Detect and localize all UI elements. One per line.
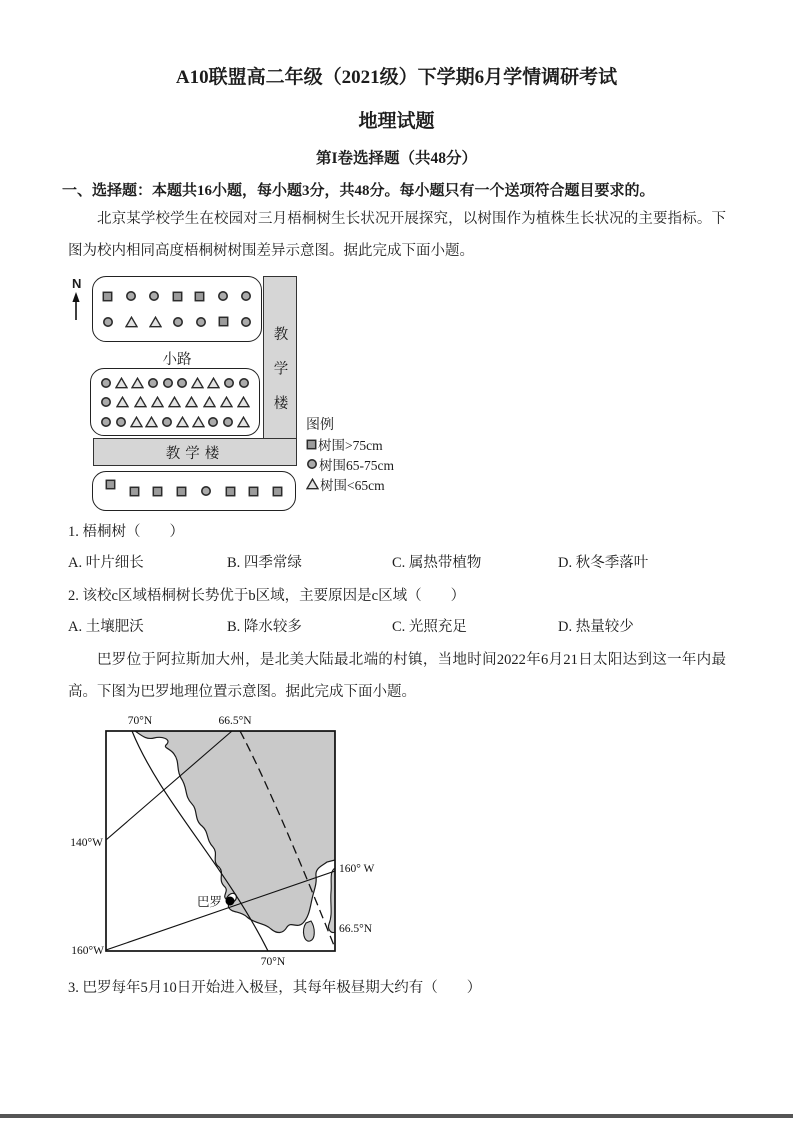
tree-girth-medium-icon bbox=[200, 485, 212, 497]
coast-island bbox=[303, 921, 314, 941]
tree-girth-small-icon bbox=[168, 396, 181, 408]
legend-symbol-slot bbox=[306, 456, 318, 476]
legend-item bbox=[306, 436, 394, 456]
tree-girth-large-icon bbox=[218, 316, 229, 327]
barrow-point-label: 巴罗 bbox=[196, 895, 222, 909]
legend-title: 图例 bbox=[306, 418, 334, 433]
legend-label: 树围65-75cm bbox=[319, 458, 394, 473]
tree-girth-medium-icon bbox=[222, 416, 234, 428]
tree-area-middle bbox=[90, 368, 260, 436]
barrow-location-map bbox=[70, 710, 410, 976]
tree-girth-small-icon bbox=[131, 377, 144, 389]
section-heading: 第I卷选择题（共48分） bbox=[315, 150, 478, 167]
barrow-point bbox=[226, 897, 235, 906]
option-d: D. 秋冬季落叶 bbox=[558, 555, 649, 571]
tree-girth-medium-icon bbox=[100, 416, 112, 428]
tree-girth-medium-icon bbox=[207, 416, 219, 428]
tree-girth-small-icon bbox=[134, 396, 147, 408]
tree-girth-medium-icon bbox=[100, 396, 112, 408]
tree-girth-medium-icon bbox=[100, 377, 112, 389]
tree-girth-medium-icon bbox=[223, 377, 235, 389]
campus-tree-diagram bbox=[68, 274, 488, 522]
tree-girth-large-icon bbox=[306, 439, 317, 450]
tree-girth-medium-icon bbox=[217, 290, 229, 302]
tree-girth-medium-icon bbox=[195, 316, 207, 328]
tree-row bbox=[93, 290, 261, 302]
question-1-options bbox=[68, 552, 728, 574]
map-label-right-66n: 66.5°N bbox=[339, 923, 373, 935]
map-label-left-140w: 140°W bbox=[70, 837, 103, 849]
tree-girth-small-icon bbox=[176, 416, 189, 428]
passage-barrow: 巴罗位于阿拉斯加大州，是北美大陆最北端的村镇，当地时间2022年6月21日太阳达到这一年内最高。下图为巴罗地理位置示意图。据此完成下面小题。 bbox=[68, 652, 726, 700]
legend-symbol-slot bbox=[306, 436, 317, 456]
tree-girth-small-icon bbox=[191, 377, 204, 389]
tree-girth-large-icon bbox=[102, 291, 113, 302]
map-label-top-70n: 70°N bbox=[127, 715, 153, 727]
option-b: B. 降水较多 bbox=[227, 619, 302, 635]
tree-area-north bbox=[92, 276, 262, 342]
tree-row bbox=[91, 377, 259, 389]
north-label: N bbox=[72, 276, 82, 291]
question-2-options bbox=[68, 616, 728, 638]
tree-girth-small-icon bbox=[151, 396, 164, 408]
tree-row bbox=[93, 316, 261, 328]
tree-girth-small-icon bbox=[207, 377, 220, 389]
tree-girth-large-icon bbox=[194, 291, 205, 302]
tree-girth-large-icon bbox=[225, 486, 236, 497]
legend-label: 树围<65cm bbox=[320, 478, 385, 493]
tree-girth-medium-icon bbox=[102, 316, 114, 328]
question-3-text: 3. 巴罗每年5月10日开始进入极昼，其每年极昼期大约有（ ） bbox=[68, 980, 482, 996]
tree-girth-medium-icon bbox=[147, 377, 159, 389]
tree-girth-small-icon bbox=[145, 416, 158, 428]
tree-row bbox=[91, 396, 259, 408]
tree-girth-medium-icon bbox=[306, 458, 318, 470]
tree-girth-medium-icon bbox=[172, 316, 184, 328]
tree-girth-small-icon bbox=[125, 316, 138, 328]
tree-girth-medium-icon bbox=[176, 377, 188, 389]
tree-girth-large-icon bbox=[172, 291, 183, 302]
tree-girth-large-icon bbox=[152, 486, 163, 497]
question-1-text: 1. 梧桐树（ ） bbox=[68, 524, 184, 540]
map-label-top-66n: 66.5°N bbox=[218, 715, 252, 727]
page-title: A10联盟高二年级（2021级）下学期6月学情调研考试 bbox=[175, 67, 618, 88]
tree-girth-small-icon bbox=[237, 416, 250, 428]
tree-girth-medium-icon bbox=[238, 377, 250, 389]
tree-row bbox=[93, 485, 295, 497]
tree-girth-small-icon bbox=[130, 416, 143, 428]
tree-girth-large-icon bbox=[129, 486, 140, 497]
tree-area-south bbox=[92, 471, 296, 511]
tree-girth-small-icon bbox=[116, 396, 129, 408]
tree-girth-small-icon bbox=[115, 377, 128, 389]
tree-girth-medium-icon bbox=[115, 416, 127, 428]
map-label-left-160w: 160°W bbox=[71, 945, 104, 957]
legend-label: 树围>75cm bbox=[318, 438, 383, 453]
tree-girth-large-icon bbox=[176, 486, 187, 497]
tree-girth-small-icon bbox=[203, 396, 216, 408]
legend-symbol-slot bbox=[306, 476, 319, 496]
option-a: A. 土壤肥沃 bbox=[68, 619, 144, 635]
passage-plane-trees: 北京某学校学生在校园对三月梧桐树生长状况开展探究，以树围作为植株生长状况的主要指标。下图为校内相同高度梧桐树树围差异示意图。据此完成下面小题。 bbox=[68, 211, 726, 259]
tree-girth-small-icon bbox=[185, 396, 198, 408]
page-bottom-divider bbox=[0, 1114, 793, 1118]
instruction-text: 一、选择题：本题共16小题，每小题3分，共48分。每小题只有一个送项符合题目要求的。 bbox=[62, 183, 655, 199]
map-label-right-160w: 160° W bbox=[339, 863, 375, 875]
tree-girth-medium-icon bbox=[148, 290, 160, 302]
tree-girth-large-icon bbox=[248, 486, 259, 497]
path-label: 小路 bbox=[162, 352, 192, 368]
tree-girth-small-icon bbox=[192, 416, 205, 428]
north-arrow-icon bbox=[69, 292, 83, 327]
teaching-building-vertical-label: 教学楼 bbox=[271, 326, 288, 430]
legend-item bbox=[306, 456, 394, 476]
tree-girth-small-icon bbox=[306, 478, 319, 490]
tree-girth-medium-icon bbox=[162, 377, 174, 389]
option-a: A. 叶片细长 bbox=[68, 555, 144, 571]
tree-girth-small-icon bbox=[237, 396, 250, 408]
tree-girth-small-icon bbox=[149, 316, 162, 328]
barrow-map-svg bbox=[70, 710, 410, 976]
map-label-bottom-70n: 70°N bbox=[260, 956, 286, 968]
legend-item bbox=[306, 476, 394, 496]
tree-girth-medium-icon bbox=[240, 290, 252, 302]
tree-girth-medium-icon bbox=[125, 290, 137, 302]
tree-girth-large-icon bbox=[272, 486, 283, 497]
tree-legend bbox=[306, 416, 394, 496]
option-c: C. 光照充足 bbox=[392, 619, 467, 635]
page-subtitle: 地理试题 bbox=[358, 111, 435, 132]
tree-girth-medium-icon bbox=[161, 416, 173, 428]
option-b: B. 四季常绿 bbox=[227, 555, 302, 571]
question-2-text: 2. 该校c区域梧桐树长势优于b区域，主要原因是c区域（ ） bbox=[68, 588, 466, 604]
tree-row bbox=[91, 416, 259, 428]
tree-girth-large-icon bbox=[105, 479, 116, 490]
tree-girth-medium-icon bbox=[240, 316, 252, 328]
teaching-building-horizontal-label: 教学楼 bbox=[165, 445, 225, 462]
teaching-building-horizontal bbox=[93, 438, 297, 466]
tree-girth-small-icon bbox=[220, 396, 233, 408]
option-c: C. 属热带植物 bbox=[392, 555, 482, 571]
option-d: D. 热量较少 bbox=[558, 619, 634, 635]
